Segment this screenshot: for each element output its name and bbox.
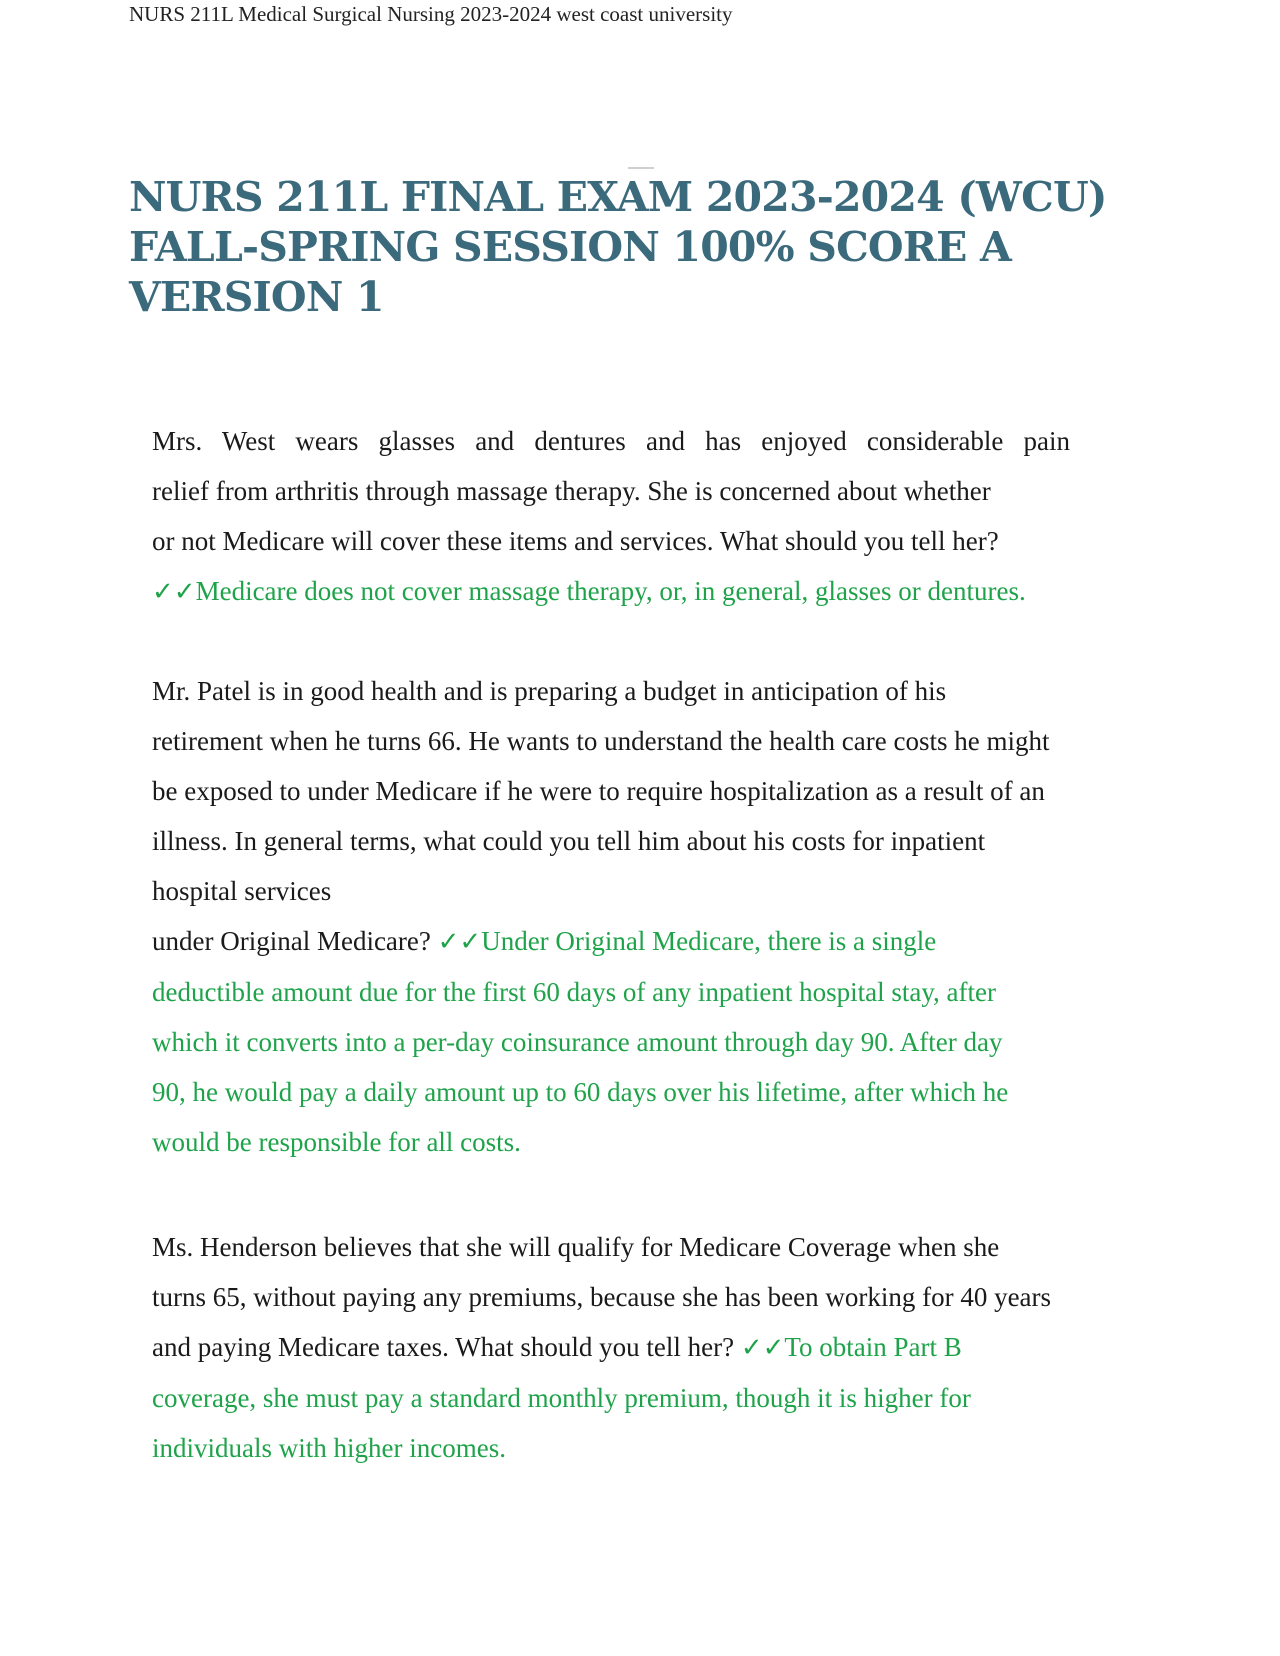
question-line: Ms. Henderson believes that she will qualify for Medicare Coverage when she	[152, 1232, 1000, 1262]
checkmark-icon: ✓✓	[740, 1333, 785, 1363]
header-mark	[628, 167, 654, 169]
question-line: illness. In general terms, what could you tell him about his costs for inpatient	[152, 826, 986, 856]
question-line	[152, 916, 1142, 967]
answer-line: deductible amount due for the first 60 days of any inpatient hospital stay, after	[152, 977, 997, 1007]
question-line: or not Medicare will cover these items and services. What should you tell her?	[152, 526, 999, 556]
answer-line: would be responsible for all costs.	[152, 1127, 521, 1157]
checkmark-icon: ✓✓	[437, 927, 482, 957]
question-block-1	[152, 416, 1142, 617]
answer-text: Medicare does not cover massage therapy, or, in general, glasses or dentures.	[195, 576, 1026, 606]
question-block-2	[152, 666, 1142, 1167]
running-header: NURS 211L Medical Surgical Nursing 2023-2024 west coast university	[129, 2, 733, 26]
question-line	[152, 1322, 1142, 1373]
question-line: hospital services	[152, 876, 332, 906]
question-line: relief from arthritis through massage therapy. She is concerned about whether	[152, 476, 991, 506]
answer-text: Under Original Medicare, there is a single	[481, 926, 937, 956]
question-line: Mrs. West wears glasses and dentures and has enjoyed considerable pain	[152, 426, 1070, 456]
answer-line: individuals with higher incomes.	[152, 1433, 506, 1463]
question-line: turns 65, without paying any premiums, because she has been working for 40 years	[152, 1282, 1052, 1312]
question-line: Mr. Patel is in good health and is preparing a budget in anticipation of his	[152, 676, 947, 706]
document-title: NURS 211L FINAL EXAM 2023-2024 (WCU) FALL-SPRING SESSION 100% SCORE A VERSION 1	[129, 173, 1107, 321]
answer-line: which it converts into a per-day coinsurance amount through day 90. After day	[152, 1027, 1003, 1057]
answer-text: To obtain Part B	[784, 1332, 962, 1362]
answer-line	[152, 566, 1142, 617]
question-text: and paying Medicare taxes. What should you tell her?	[152, 1332, 735, 1362]
question-text: under Original Medicare?	[152, 926, 431, 956]
answer-line: coverage, she must pay a standard monthly premium, though it is higher for	[152, 1383, 971, 1413]
checkmark-icon: ✓✓	[152, 577, 196, 607]
question-line: be exposed to under Medicare if he were to require hospitalization as a result of an	[152, 776, 1045, 806]
question-line: retirement when he turns 66. He wants to understand the health care costs he might	[152, 726, 1050, 756]
question-block-3	[152, 1222, 1142, 1473]
answer-line: 90, he would pay a daily amount up to 60 days over his lifetime, after which he	[152, 1077, 1009, 1107]
